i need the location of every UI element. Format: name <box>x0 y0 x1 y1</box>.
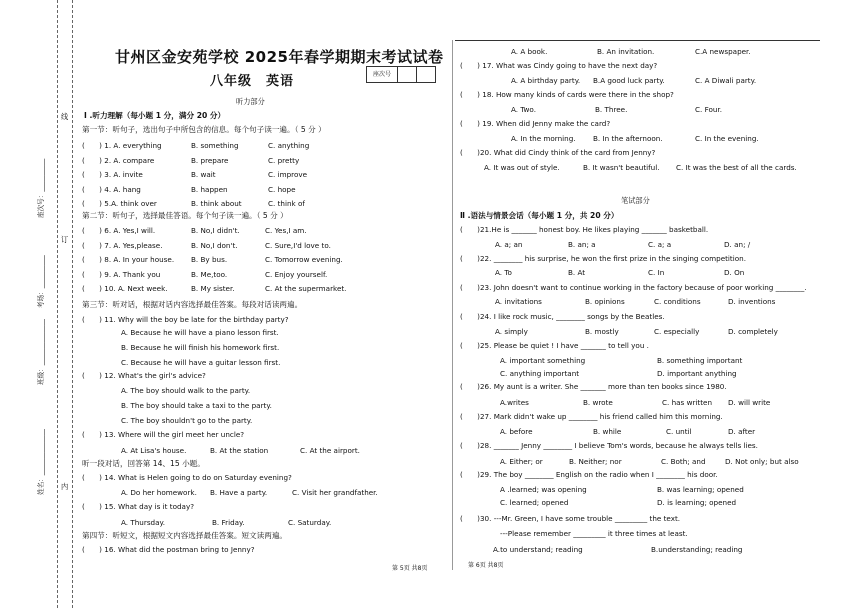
part2-title: Ⅱ .语法与情景会话（每小题 1 分，共 20 分） <box>460 211 619 220</box>
q28-option: B. Neither; nor <box>569 457 622 466</box>
q13-option-c: C. At the airport. <box>300 446 360 455</box>
top-rule <box>455 40 820 41</box>
sec1-option-b: B. prepare <box>191 155 229 165</box>
binding-char-inner: 内 <box>61 482 69 491</box>
q15-option-c: C. Saturday. <box>288 518 332 527</box>
seat-number-field-label: 座次号：__________ <box>37 158 45 218</box>
q19-option-a: A. In the morning. <box>511 134 576 143</box>
sec2-option-b: B. No,I didn't. <box>191 226 240 235</box>
q24-option: A. simply <box>495 327 528 336</box>
q14-option-c: C. Visit her grandfather. <box>292 488 378 497</box>
sec2-question: ( ) 7. A. Yes,please. <box>82 240 163 250</box>
q27-option: B. while <box>593 427 622 436</box>
q23-option: A. invitations <box>495 297 542 306</box>
sec2-option-c: C. Sure,I'd love to. <box>265 240 331 250</box>
question-28: ( )28. _______ Jenny ________ I believe Tom's words, because he always tells lies. <box>460 441 758 450</box>
q17-option-b: B.A good luck party. <box>593 76 665 85</box>
question-15: ( ) 15. What day is it today? <box>82 502 195 511</box>
question-14: ( ) 14. What is Helen going to do on Saturday evening? <box>82 473 292 482</box>
q21-option: A. a; an <box>495 240 523 249</box>
binding-char-bind: 订 <box>61 235 69 244</box>
q27-option: D. after <box>728 427 756 436</box>
q17-option-c: C. A Diwali party. <box>695 76 757 85</box>
score-box-cell <box>416 66 436 83</box>
q28-option: A. Either; or <box>500 457 543 466</box>
q29-option: D. is learning; opened <box>657 498 737 507</box>
sec2-title: 第二节：听句子，选择最佳答语。每个句子读一遍。（ 5 分 ） <box>82 211 288 220</box>
sec2-option-c: C. At the supermarket. <box>265 284 347 293</box>
question-12: ( ) 12. What's the girl's advice? <box>82 371 206 380</box>
sec1-option-c: C. anything <box>268 141 310 150</box>
q21-option: B. an; a <box>568 240 596 249</box>
q24-option: C. especially <box>654 327 700 336</box>
q24-option: B. mostly <box>585 327 619 336</box>
q22-option: A. To <box>495 268 512 277</box>
q29-option: B. was learning; opened <box>657 485 744 494</box>
q28-option: D. Not only; but also <box>725 457 799 466</box>
sec1-option-b: B. wait <box>191 170 216 179</box>
q11-option-b: B. Because he will finish his homework first. <box>121 343 280 352</box>
question-26: ( )26. My aunt is a writer. She _______ more than ten books since 1980. <box>460 382 727 391</box>
sec2-option-c: C. Enjoy yourself. <box>265 269 328 279</box>
q26-option: D. will write <box>728 398 771 407</box>
sec1-question: ( ) 5.A. think over <box>82 199 157 208</box>
q27-option: A. before <box>500 427 533 436</box>
q16-option-c: C.A newspaper. <box>695 47 751 56</box>
sec1-option-c: C. improve <box>268 170 308 179</box>
question-11: ( ) 11. Why will the boy be late for the birthday party? <box>82 315 289 324</box>
sec4-title: 第四节：听短文，根据短文内容选择最佳答案。短文读两遍。 <box>82 531 288 540</box>
q13-option-a: A. At Lisa's house. <box>121 446 187 455</box>
q24-option: D. completely <box>728 327 778 336</box>
q22-option: C. In <box>648 268 665 277</box>
sec1-option-b: B. something <box>191 141 239 150</box>
section-label-listening: 听力部分 <box>236 97 265 106</box>
exam-title: 甘州区金安苑学校 2025年春学期期末考试试卷 <box>115 48 444 66</box>
q11-option-a: A. Because he will have a piano lesson first. <box>121 328 279 337</box>
q19-option-c: C. In the evening. <box>695 134 759 143</box>
q11-option-c: C. Because he will have a guitar lesson first. <box>121 358 281 367</box>
q22-option: B. At <box>568 268 586 277</box>
q14-option-b: B. Have a party. <box>210 488 268 497</box>
q21-option: D. an; / <box>724 240 751 249</box>
q16-option-b: B. An invitation. <box>597 47 655 56</box>
q26-option: C. has written <box>662 398 713 407</box>
sec2-option-b: B. By bus. <box>191 255 228 264</box>
q18-option-a: A. Two. <box>511 105 536 114</box>
q26-option: B. wrote <box>583 398 613 407</box>
section-label-written: 笔试部分 <box>621 196 650 205</box>
sec2-question: ( ) 6. A. Yes,I will. <box>82 226 156 235</box>
question-19: ( ) 19. When did Jenny make the card? <box>460 119 611 128</box>
sec1-question: ( ) 3. A. invite <box>82 170 143 179</box>
sec1-option-b: B. happen <box>191 184 228 194</box>
dialog-note: 听一段对话，回答第 14、15 小题。 <box>82 459 205 468</box>
q15-option-a: A. Thursday. <box>121 518 166 527</box>
q25-option: D. important anything <box>657 369 737 378</box>
score-box-label: 座次号 <box>366 66 398 83</box>
question-21: ( )21.He is _______ honest boy. He likes playing _______ basketball. <box>460 225 709 234</box>
q29-option: C. learned; opened <box>500 498 569 507</box>
q12-option-c: C. The boy shouldn't go to the party. <box>121 416 253 425</box>
q21-option: C. a; a <box>648 240 672 249</box>
page-footer-right: 第 6页 共8页 <box>468 562 504 569</box>
sec1-option-b: B. think about <box>191 199 242 208</box>
q30-option-b: B.understanding; reading <box>651 545 743 554</box>
q20-option-a: A. It was out of style. <box>484 163 560 172</box>
binding-char-line: 线 <box>61 112 69 121</box>
q22-option: D. On <box>724 268 745 277</box>
sec2-option-c: C. Yes,I am. <box>265 226 307 235</box>
sec1-question: ( ) 4. A. hang <box>82 184 141 194</box>
question-24: ( )24. I like rock music, ________ songs by the Beatles. <box>460 312 665 321</box>
q25-option: B. something important <box>657 356 743 365</box>
score-box-cell <box>397 66 417 83</box>
sec3-title: 第三节：听对话，根据对话内容选择最佳答案。每段对话读两遍。 <box>82 300 303 309</box>
q13-option-b: B. At the station <box>210 446 269 455</box>
q26-option: A.writes <box>500 398 529 407</box>
q19-option-b: B. In the afternoon. <box>593 134 663 143</box>
q28-option: C. Both; and <box>661 457 706 466</box>
q18-option-b: B. Three. <box>595 105 628 114</box>
question-23: ( )23. John doesn't want to continue working in the factory because of poor working ________. <box>460 283 807 292</box>
q23-option: B. opinions <box>585 297 625 306</box>
q29-option: A .learned; was opening <box>500 485 587 494</box>
q27-option: C. until <box>666 427 692 436</box>
page-footer-left: 第 5页 共8页 <box>392 565 428 572</box>
part1-title: Ⅰ .听力理解（每小题 1 分，满分 20 分） <box>84 111 226 120</box>
question-16: ( ) 16. What did the postman bring to Jenny? <box>82 545 255 554</box>
sec1-option-c: C. think of <box>268 199 305 208</box>
question-30: ( )30. ---Mr. Green, I have some trouble _________ the text. <box>460 514 681 523</box>
question-30-line2: ---Please remember _________ it three times at least. <box>500 529 688 538</box>
q17-option-a: A. A birthday party. <box>511 76 581 85</box>
sec2-question: ( ) 8. A. In your house. <box>82 255 175 264</box>
sec2-option-b: B. No,I don't. <box>191 240 238 250</box>
q20-option-b: B. It wasn't beautiful. <box>583 163 660 172</box>
question-13: ( ) 13. Where will the girl meet her uncle? <box>82 430 245 439</box>
sec2-question: ( ) 10. A. Next week. <box>82 284 168 293</box>
question-20: ( )20. What did Cindy think of the card from Jenny? <box>460 148 656 157</box>
q25-option: A. important something <box>500 356 586 365</box>
question-18: ( ) 18. How many kinds of cards were there in the shop? <box>460 90 674 99</box>
name-field-label: 姓名：______________ <box>37 429 45 495</box>
sec1-option-c: C. hope <box>268 184 296 194</box>
question-29: ( )29. The boy ________ English on the radio when I ________ his door. <box>460 470 718 479</box>
sec2-option-b: B. My sister. <box>191 284 235 293</box>
binding-line-inner <box>72 0 73 608</box>
class-field-label: 班级：______________ <box>37 319 45 385</box>
q20-option-c: C. It was the best of all the cards. <box>676 163 797 172</box>
page-divider <box>452 40 453 570</box>
question-27: ( )27. Mark didn't wake up ________ his friend called him this morning. <box>460 412 723 421</box>
sec1-question: ( ) 2. A. compare <box>82 155 155 165</box>
q12-option-b: B. The boy should take a taxi to the party. <box>121 401 272 410</box>
q12-option-a: A. The boy should walk to the party. <box>121 386 251 395</box>
sec1-title: 第一节：听句子，选出句子中所包含的信息。每个句子读一遍。（ 5 分 ） <box>82 125 326 134</box>
question-22: ( )22. ________ his surprise, he won the first prize in the singing competition. <box>460 254 746 263</box>
q23-option: D. inventions <box>728 297 776 306</box>
q14-option-a: A. Do her homework. <box>121 488 197 497</box>
q30-option-a: A.to understand; reading <box>493 545 583 554</box>
exam-room-field-label: 考场：__________ <box>37 255 45 308</box>
q15-option-b: B. Friday. <box>212 518 245 527</box>
question-17: ( ) 17. What was Cindy going to have the next day? <box>460 61 658 70</box>
sec1-option-c: C. pretty <box>268 155 300 165</box>
q16-option-a: A. A book. <box>511 47 548 56</box>
q23-option: C. conditions <box>654 297 701 306</box>
q18-option-c: C. Four. <box>695 105 722 114</box>
q25-option: C. anything important <box>500 369 580 378</box>
sec1-question: ( ) 1. A. everything <box>82 141 162 150</box>
sec2-question: ( ) 9. A. Thank you <box>82 269 161 279</box>
question-25: ( )25. Please be quiet ! I have _______ to tell you . <box>460 341 649 350</box>
sec2-option-b: B. Me,too. <box>191 269 228 279</box>
sec2-option-c: C. Tomorrow evening. <box>265 255 343 264</box>
exam-subject: 八年级 英语 <box>210 74 295 89</box>
binding-line-outer <box>57 0 58 608</box>
